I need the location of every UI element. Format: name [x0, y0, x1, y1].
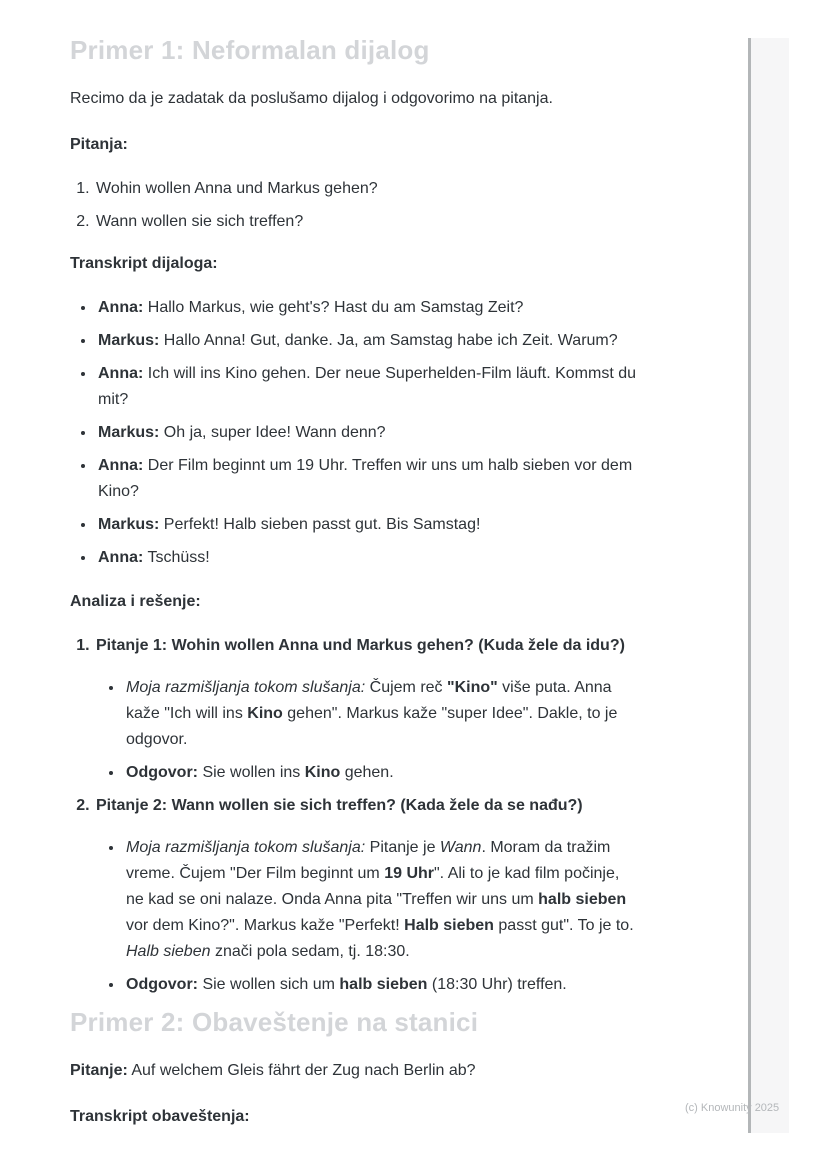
- primer2-transcript-label: Transkript obaveštenja:: [70, 1108, 250, 1125]
- analysis-sublist-1: [96, 675, 640, 786]
- analysis-question-1: Pitanje 1: Wohin wollen Anna und Markus gehen? (Kuda žele da idu?): [96, 637, 625, 654]
- copyright-watermark: (c) Knowunity 2025: [685, 1102, 780, 1114]
- question-item-2: 2. Wann wollen sie sich treffen?: [94, 209, 640, 235]
- analysis-label: Analiza i rešenje:: [70, 593, 201, 610]
- analysis-item-2: [94, 793, 640, 998]
- section-title-primer1: Primer 1: Neformalan dijalog: [70, 35, 430, 65]
- section-title-primer2: Primer 2: Obaveštenje na stanici: [70, 1007, 479, 1037]
- transcript-line: • Anna: Der Film beginnt um 19 Uhr. Treffen wir uns um halb sieben vor dem Kino?: [96, 453, 640, 505]
- analysis-list: [70, 633, 640, 998]
- next-page-edge: [748, 38, 789, 1133]
- transcript-line: • Anna: Hallo Markus, wie geht's? Hast du am Samstag Zeit?: [96, 295, 640, 321]
- transcript-line: • Markus: Perfekt! Halb sieben passt gut. Bis Samstag!: [96, 512, 640, 538]
- intro-paragraph: Recimo da je zadatak da poslušamo dijalog i odgovorimo na pitanja.: [70, 90, 553, 107]
- transcript-list: [70, 295, 640, 571]
- analysis-thought-2: • Moja razmišljanja tokom slušanja: Pitanje je Wann. Moram da tražim vreme. Čujem "Der Film beginnt um 19 Uhr". Ali to je kad film počinje, ne kad se oni nalaze. Onda Anna pita "Treffen wir uns um halb sieben vor dem Kino?". Markus kaže "Perfekt! Halb sieben passt gut". To je to. Halb sieben znači pola sedam, tj. 18:30.: [124, 835, 640, 965]
- analysis-thought-1: • Moja razmišljanja tokom slušanja: Čujem reč "Kino" više puta. Anna kaže "Ich will ins Kino gehen". Markus kaže "super Idee". Dakle, to je odgovor.: [124, 675, 640, 753]
- transcript-line: • Anna: Ich will ins Kino gehen. Der neue Superhelden-Film läuft. Kommst du mit?: [96, 361, 640, 413]
- analysis-answer-1: • Odgovor: Sie wollen ins Kino gehen.: [124, 760, 640, 786]
- questions-list: [70, 176, 640, 235]
- analysis-sublist-2: [96, 835, 640, 998]
- transcript-line: • Markus: Hallo Anna! Gut, danke. Ja, am Samstag habe ich Zeit. Warum?: [96, 328, 640, 354]
- transcript-line: • Anna: Tschüss!: [96, 545, 640, 571]
- analysis-answer-2: • Odgovor: Sie wollen sich um halb sieben (18:30 Uhr) treffen.: [124, 972, 640, 998]
- primer2-question: Pitanje: Auf welchem Gleis fährt der Zug nach Berlin ab?: [70, 1062, 476, 1079]
- analysis-question-2: Pitanje 2: Wann wollen sie sich treffen? (Kada žele da se nađu?): [96, 797, 583, 814]
- analysis-item-1: [94, 633, 640, 786]
- question-item-1: 1. Wohin wollen Anna und Markus gehen?: [94, 176, 640, 202]
- questions-label: Pitanja:: [70, 136, 128, 153]
- transcript-line: • Markus: Oh ja, super Idee! Wann denn?: [96, 420, 640, 446]
- document-content: [70, 34, 640, 1148]
- transcript-label: Transkript dijaloga:: [70, 255, 218, 272]
